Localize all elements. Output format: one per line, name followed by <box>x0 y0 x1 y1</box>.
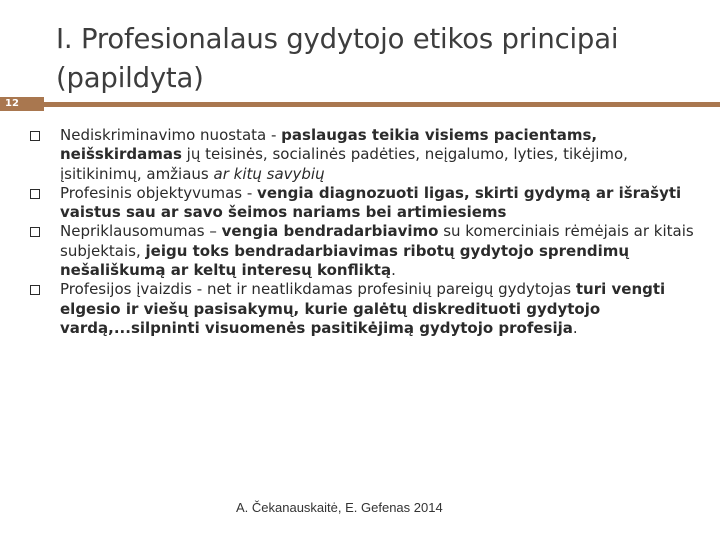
bullet-text-segment: jų teisinės, socialinės padėties, neįgalumo, lyties, tikėjimo, įsitikinimų, amžiaus <box>60 145 628 183</box>
bullet-text-segment: paslaugas teikia visiems pacientams, neišskirdamas <box>60 126 598 164</box>
square-bullet-icon <box>30 227 40 237</box>
bullet-text-segment: Nediskriminavimo nuostata - <box>60 126 282 144</box>
bullet-text-segment: . <box>572 318 578 337</box>
bullet-text-segment: Profesinis objektyvumas - <box>60 183 258 202</box>
bullet-list <box>30 126 700 338</box>
slide-title <box>56 20 706 98</box>
bullet-text-segment: vengia diagnozuoti ligas, skirti gydymą ar išrašyti vaistus sau ar savo šeimos nariams bei artimiesiems <box>60 183 682 222</box>
square-bullet-icon <box>30 189 40 199</box>
bullet-item <box>30 184 700 223</box>
bullet-text-segment: Nepriklausomumas – <box>60 222 222 241</box>
slide-title-line-2: (papildyta) <box>56 62 204 94</box>
slide-number-tab <box>0 97 44 111</box>
bullet-text-segment: vengia bendradarbiavimo <box>221 222 439 241</box>
divider-line <box>44 102 720 107</box>
bullet-item <box>30 126 700 184</box>
bullet-text-segment: su komerciniais rėmėjais ar kitais subjektais, <box>60 222 694 260</box>
bullet-text-segment: Profesijos įvaizdis - net ir neatlikdamas profesinių pareigų gydytojas <box>60 280 576 299</box>
square-bullet-icon <box>30 131 40 141</box>
slide-footer: A. Čekanauskaitė, E. Gefenas 2014 <box>236 500 443 515</box>
bullet-text-segment: jeigu toks bendradarbiavimas ribotų gydytojo sprendimų nešališkumą ar keltų interesų konfliktą <box>60 241 630 280</box>
slide-title-line-1: I. Profesionalaus gydytojo etikos principai <box>56 23 619 55</box>
bullet-text-segment: ar kitų savybių <box>213 164 325 183</box>
bullet-text-segment: turi vengti elgesio ir viešų pasisakymų, kurie galėtų diskredituoti gydytojo vardą,...silpninti visuomenės pasitikėjimą gydytojo profesija <box>60 280 666 337</box>
bullet-item <box>30 280 700 338</box>
bullet-text-segment: . <box>391 261 396 280</box>
title-divider <box>0 97 720 111</box>
square-bullet-icon <box>30 285 40 295</box>
slide-number: 12 <box>5 98 19 109</box>
bullet-item <box>30 222 700 280</box>
